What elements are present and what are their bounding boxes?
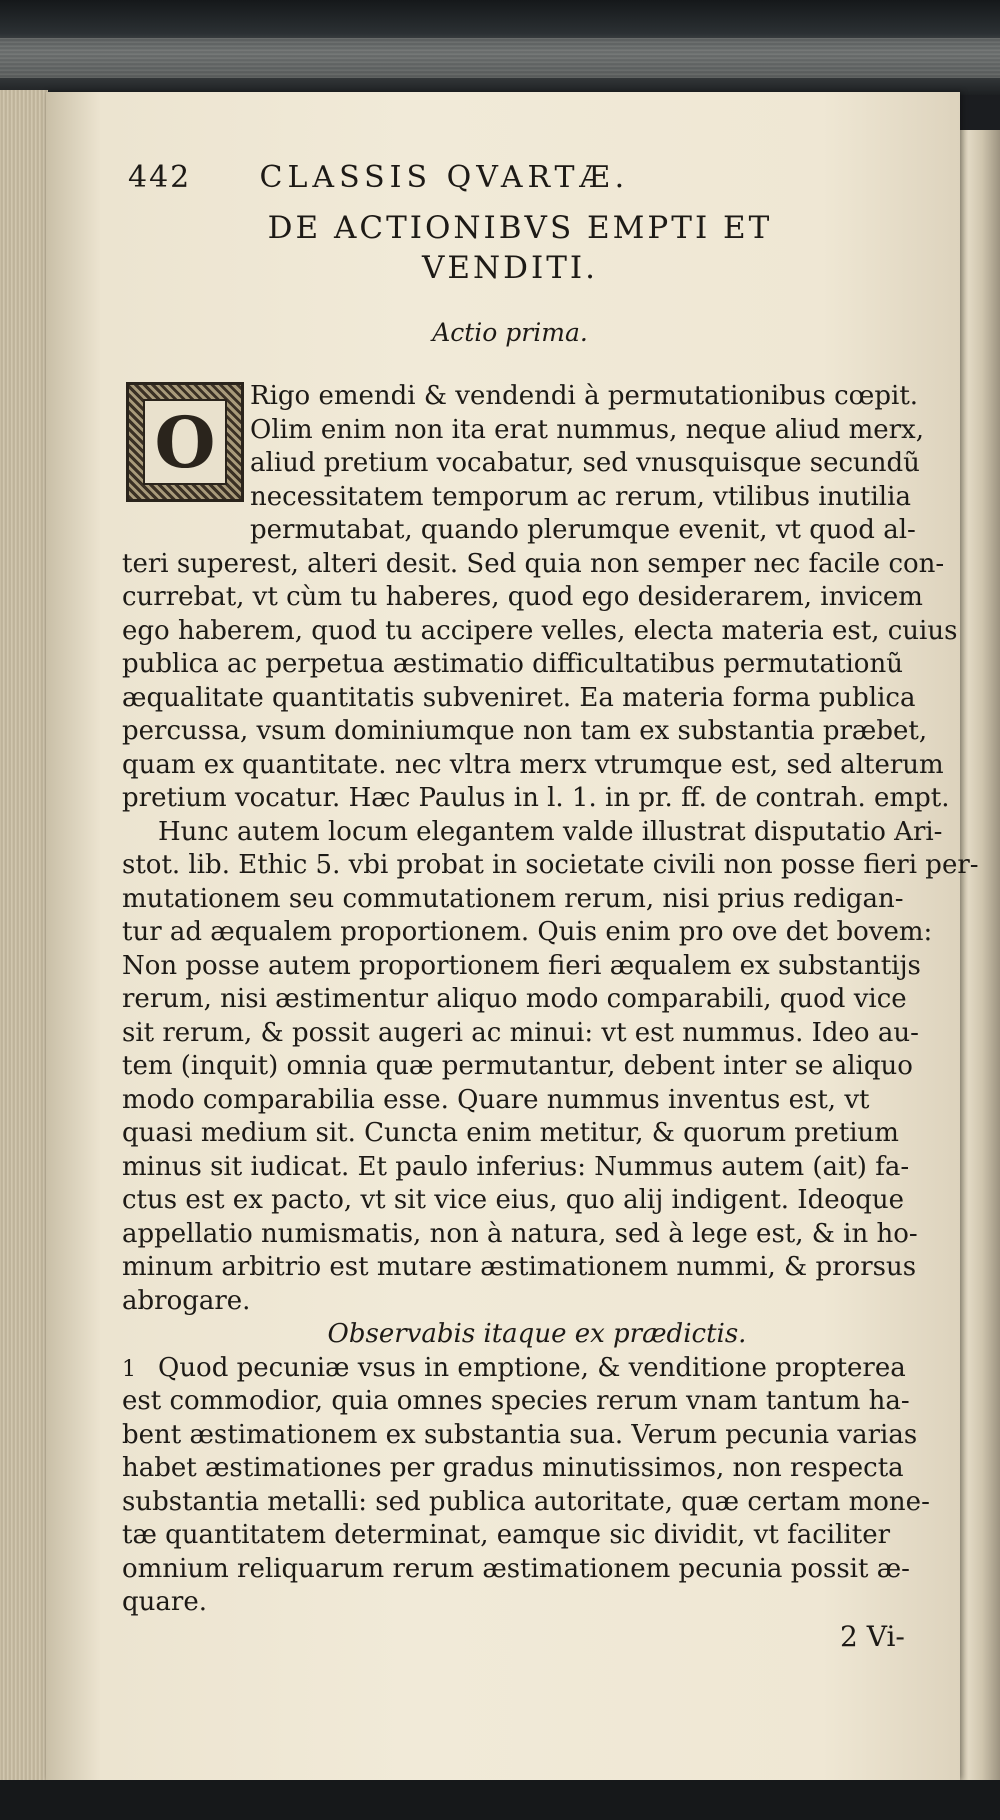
text-line xyxy=(122,1084,922,1118)
text-line xyxy=(122,380,922,414)
line-text: mutationem seu commutationem rerum, nisi prius redigan- xyxy=(122,883,904,914)
chapter-title-line1: DE ACTIONIBVS EMPTI ET xyxy=(267,210,773,246)
catchword: 2 Vi- xyxy=(840,1620,905,1653)
text-line xyxy=(122,548,945,582)
line-text: tur ad æqualem proportionem. Quis enim pro ove det bovem: xyxy=(122,917,933,947)
line-text: teri superest, alteri desit. Sed quia non semper nec facile con- xyxy=(122,548,945,579)
text-line xyxy=(122,715,928,749)
line-text: Rigo emendi & vendendi à permutationibus cœpit. xyxy=(250,381,919,411)
chapter-title-line2: VENDITI. xyxy=(421,250,599,286)
line-text: Non posse autem proportionem fieri æqualem ex substantijs xyxy=(122,950,921,981)
text-line xyxy=(122,1553,922,1587)
line-text: Quod pecuniæ vsus in emptione, & venditione propterea xyxy=(158,1352,906,1383)
line-text: ctus est ex pacto, vt sit vice eius, quo alij indigent. Ideoque xyxy=(122,1185,905,1215)
text-line xyxy=(122,1050,922,1084)
line-text: rerum, nisi æstimentur aliquo modo comparabili, quod vice xyxy=(122,984,907,1014)
initial-letter: O xyxy=(143,399,227,485)
line-text: habet æstimationes per gradus minutissimos, non respecta xyxy=(122,1453,904,1483)
text-line xyxy=(122,1151,922,1185)
line-text: stot. lib. Ethic 5. vbi probat in societate civili non posse fieri per- xyxy=(122,850,979,880)
line-text: minus sit iudicat. Et paulo inferius: Nummus autem (ait) fa- xyxy=(122,1151,910,1182)
page-number: 442 xyxy=(128,160,192,195)
text-line xyxy=(122,916,933,950)
text-line xyxy=(122,1318,922,1352)
text-line xyxy=(122,782,950,816)
text-line xyxy=(122,983,922,1017)
text-line xyxy=(122,1586,922,1620)
text-line xyxy=(122,1486,930,1520)
item-number: 1 xyxy=(122,1356,136,1382)
text-line xyxy=(122,1352,922,1386)
text-line xyxy=(122,749,944,783)
text-line xyxy=(122,849,979,883)
line-text: percussa, vsum dominiumque non tam ex substantia præbet, xyxy=(122,716,928,746)
line-text: Olim enim non ita erat nummus, neque aliud merx, xyxy=(250,414,924,445)
line-text: currebat, vt cùm tu haberes, quod ego desiderarem, invicem xyxy=(122,582,923,612)
text-line xyxy=(122,581,922,615)
text-line xyxy=(122,1117,922,1151)
text-line xyxy=(122,1251,922,1285)
line-text: minum arbitrio est mutare æstimationem nummi, & prorsus xyxy=(122,1252,917,1282)
text-line xyxy=(122,1452,922,1486)
text-line xyxy=(122,414,922,448)
text-line xyxy=(122,682,922,716)
text-line xyxy=(122,1184,922,1218)
text-line xyxy=(122,1385,922,1419)
body-text xyxy=(122,380,979,1620)
text-line xyxy=(122,1218,922,1252)
running-title: CLASSIS QVARTÆ. xyxy=(259,160,630,195)
line-text: substantia metalli: sed publica autoritate, quæ certam mone- xyxy=(122,1486,930,1517)
line-text: necessitatem temporum ac rerum, vtilibus inutilia xyxy=(250,481,911,512)
line-text: tæ quantitatem determinat, eamque sic dividit, vt faciliter xyxy=(122,1520,891,1550)
right-page-stack xyxy=(955,130,1000,1820)
line-text: modo comparabilia esse. Quare nummus inventus est, vt xyxy=(122,1084,870,1115)
text-line xyxy=(122,1285,922,1319)
book-page-edges xyxy=(0,38,1000,78)
text-line xyxy=(122,447,922,481)
line-text: ego haberem, quod tu accipere velles, electa materia est, cuius xyxy=(122,615,958,646)
line-text: sit rerum, & possit augeri ac minui: vt est nummus. Ideo au- xyxy=(122,1017,919,1048)
text-line xyxy=(122,648,922,682)
text-line xyxy=(122,883,922,917)
text-line xyxy=(122,1017,922,1051)
line-text: permutabat, quando plerumque evenit, vt quod al- xyxy=(250,515,916,545)
text-line xyxy=(122,950,922,984)
bottom-shadow xyxy=(0,1780,1000,1820)
running-head xyxy=(128,160,728,195)
line-text: publica ac perpetua æstimatio difficultatibus permutationũ xyxy=(122,649,903,679)
line-text: omnium reliquarum rerum æstimationem pecunia possit æ- xyxy=(122,1553,910,1584)
line-text: quasi medium sit. Cuncta enim metitur, & quorum pretium xyxy=(122,1118,899,1148)
line-text: quam ex quantitate. nec vltra merx vtrumque est, sed alterum xyxy=(122,749,944,780)
text-line xyxy=(122,1519,922,1553)
line-text: Observabis itaque ex prædictis. xyxy=(327,1319,747,1349)
text-line xyxy=(122,816,943,850)
text-line xyxy=(122,514,922,548)
line-text: quare. xyxy=(122,1587,207,1617)
line-text: abrogare. xyxy=(122,1285,251,1316)
line-text: aliud pretium vocabatur, sed vnusquisque secundũ xyxy=(250,448,920,478)
line-text: bent æstimationem ex substantia sua. Verum pecunia varias xyxy=(122,1419,918,1450)
line-text: pretium vocatur. Hæc Paulus in l. 1. in pr. ff. de contrah. empt. xyxy=(122,783,950,813)
text-line xyxy=(122,1419,922,1453)
line-text: est commodior, quia omnes species rerum vnam tantum ha- xyxy=(122,1386,910,1416)
line-text: æqualitate quantitatis subveniret. Ea materia forma publica xyxy=(122,682,916,713)
line-text: Hunc autem locum elegantem valde illustrat disputatio Ari- xyxy=(158,816,943,847)
section-subtitle: Actio prima. xyxy=(432,318,588,347)
text-line xyxy=(122,615,958,649)
text-line xyxy=(122,481,922,515)
line-text: tem (inquit) omnia quæ permutantur, debent inter se aliquo xyxy=(122,1051,913,1081)
line-text: appellatio numismatis, non à natura, sed à lege est, & in ho- xyxy=(122,1218,918,1249)
left-page-stack xyxy=(0,90,48,1820)
